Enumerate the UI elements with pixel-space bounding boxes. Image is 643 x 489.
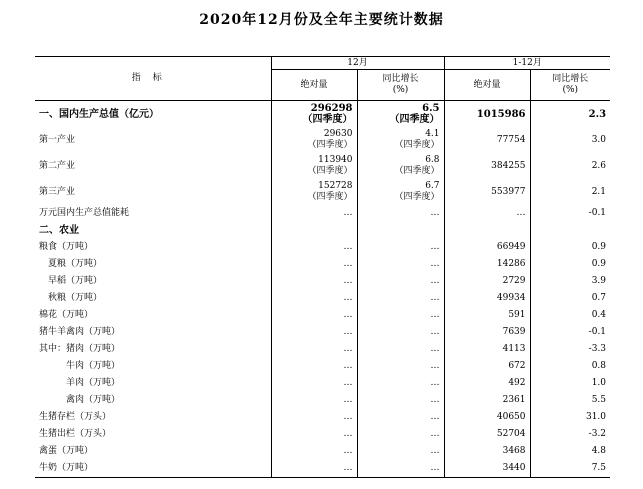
year-yoy-cell: 0.7: [530, 290, 610, 307]
month-yoy-cell: …: [357, 443, 444, 460]
month-abs-cell: …: [271, 290, 357, 307]
month-yoy-cell: …: [357, 324, 444, 341]
month-abs-cell: …: [271, 307, 357, 324]
row-label: 万元国内生产总值能耗: [39, 208, 130, 218]
month-yoy-cell: [357, 222, 444, 239]
month-abs-cell: [271, 222, 357, 239]
month-abs-cell: …: [271, 324, 357, 341]
table-row: [35, 443, 610, 460]
month-yoy-cell: …: [357, 426, 444, 443]
month-yoy-cell: …: [357, 239, 444, 256]
table-row: [35, 358, 610, 375]
year-yoy-cell: 0.8: [530, 358, 610, 375]
year-yoy-header: 同比增长 (%): [530, 70, 610, 101]
table-row: [35, 239, 610, 256]
month-yoy-cell: 6.5 （四季度）: [357, 101, 444, 128]
year-abs-cell: 40650: [444, 409, 530, 426]
table-row: [35, 256, 610, 273]
month-abs-cell: 29630 （四季度）: [271, 127, 357, 153]
year-yoy-cell: 2.6: [530, 153, 610, 179]
year-abs-cell: 2361: [444, 392, 530, 409]
row-label: 粮食（万吨）: [39, 242, 94, 252]
month-abs-cell: …: [271, 239, 357, 256]
year-abs-cell: 49934: [444, 290, 530, 307]
year-abs-cell: 3468: [444, 443, 530, 460]
month-abs-cell: …: [271, 256, 357, 273]
month-yoy-cell: …: [357, 341, 444, 358]
table-row: [35, 153, 610, 179]
table-row: [35, 273, 610, 290]
row-label: 二、农业: [39, 225, 79, 236]
year-yoy-cell: 0.4: [530, 307, 610, 324]
year-yoy-cell: 2.3: [530, 101, 610, 128]
row-label: 秋粮（万吨）: [39, 293, 103, 303]
table-row: [35, 375, 610, 392]
table-row: [35, 324, 610, 341]
year-abs-cell: 384255: [444, 153, 530, 179]
year-abs-header: 绝对量: [444, 70, 530, 101]
year-yoy-cell: 7.5: [530, 460, 610, 478]
table-row: [35, 409, 610, 426]
month-yoy-cell: …: [357, 307, 444, 324]
month-abs-cell: …: [271, 273, 357, 290]
month-yoy-cell: …: [357, 358, 444, 375]
indicator-header: 指标: [35, 57, 271, 101]
month-abs-cell: …: [271, 443, 357, 460]
table-row: [35, 426, 610, 443]
month-yoy-cell: …: [357, 460, 444, 478]
row-label: 禽肉（万吨）: [39, 395, 121, 405]
month-yoy-cell: 6.8 （四季度）: [357, 153, 444, 179]
row-label: 一、国内生产总值（亿元）: [39, 108, 159, 120]
month-yoy-cell: …: [357, 409, 444, 426]
table-row: [35, 392, 610, 409]
month-abs-cell: …: [271, 205, 357, 222]
year-yoy-cell: 5.5: [530, 392, 610, 409]
month-yoy-cell: 4.1 （四季度）: [357, 127, 444, 153]
year-yoy-cell: 3.0: [530, 127, 610, 153]
statistics-table: [35, 56, 610, 478]
year-abs-cell: 77754: [444, 127, 530, 153]
table-row: [35, 222, 610, 239]
year-abs-cell: 7639: [444, 324, 530, 341]
month-abs-cell: 296298 （四季度）: [271, 101, 357, 128]
year-abs-cell: …: [444, 205, 530, 222]
table-row: [35, 179, 610, 205]
month-abs-cell: …: [271, 460, 357, 478]
year-abs-cell: 2729: [444, 273, 530, 290]
month-abs-cell: …: [271, 358, 357, 375]
year-abs-cell: 672: [444, 358, 530, 375]
month-abs-cell: …: [271, 341, 357, 358]
table-row: [35, 101, 610, 128]
month-yoy-cell: …: [357, 256, 444, 273]
table-row: [35, 307, 610, 324]
row-label: 其中：猪肉（万吨）: [39, 344, 121, 354]
row-label: 夏粮（万吨）: [39, 259, 103, 269]
year-yoy-cell: 2.1: [530, 179, 610, 205]
row-label: 第一产业: [39, 134, 76, 145]
month-yoy-cell: …: [357, 290, 444, 307]
row-label: 牛奶（万吨）: [35, 460, 271, 478]
row-label: 第三产业: [39, 186, 76, 197]
table-row: [35, 341, 610, 358]
row-label: 棉花（万吨）: [39, 310, 94, 320]
month-abs-cell: 113940 （四季度）: [271, 153, 357, 179]
row-label: 生猪存栏（万头）: [39, 412, 112, 422]
year-yoy-cell: 0.9: [530, 256, 610, 273]
year-abs-cell: 591: [444, 307, 530, 324]
year-abs-cell: 66949: [444, 239, 530, 256]
row-label: 早稻（万吨）: [39, 276, 103, 286]
year-abs-cell: 52704: [444, 426, 530, 443]
table-row: [35, 127, 610, 153]
month-yoy-header: 同比增长 (%): [357, 70, 444, 101]
year-abs-cell: 553977: [444, 179, 530, 205]
year-yoy-cell: [530, 222, 610, 239]
table-row: [35, 460, 610, 478]
table-row: [35, 290, 610, 307]
month-abs-cell: …: [271, 409, 357, 426]
year-yoy-cell: -3.3: [530, 341, 610, 358]
row-label: 牛肉（万吨）: [39, 361, 121, 371]
page-title: 2020年12月份及全年主要统计数据: [199, 12, 444, 28]
year-yoy-cell: -0.1: [530, 205, 610, 222]
year-yoy-cell: 0.9: [530, 239, 610, 256]
month-yoy-cell: …: [357, 375, 444, 392]
month-yoy-cell: …: [357, 392, 444, 409]
row-label: 羊肉（万吨）: [39, 378, 121, 388]
row-label: 猪牛羊禽肉（万吨）: [39, 327, 121, 337]
month-abs-cell: …: [271, 392, 357, 409]
row-label: 禽蛋（万吨）: [39, 446, 94, 456]
year-yoy-cell: -0.1: [530, 324, 610, 341]
year-header: 1-12月: [444, 57, 610, 70]
row-label: 第二产业: [39, 160, 76, 171]
month-header: 12月: [271, 57, 444, 70]
month-abs-cell: 152728 （四季度）: [271, 179, 357, 205]
year-abs-cell: 3440: [444, 460, 530, 478]
year-abs-cell: 492: [444, 375, 530, 392]
year-yoy-cell: 31.0: [530, 409, 610, 426]
table-row: [35, 205, 610, 222]
year-yoy-cell: 1.0: [530, 375, 610, 392]
year-yoy-cell: 3.9: [530, 273, 610, 290]
month-yoy-cell: …: [357, 273, 444, 290]
month-yoy-cell: …: [357, 205, 444, 222]
month-yoy-cell: 6.7 （四季度）: [357, 179, 444, 205]
month-abs-cell: …: [271, 426, 357, 443]
month-abs-header: 绝对量: [271, 70, 357, 101]
year-abs-cell: 4113: [444, 341, 530, 358]
year-abs-cell: 1015986: [444, 101, 530, 128]
month-abs-cell: …: [271, 375, 357, 392]
row-label: 生猪出栏（万头）: [39, 429, 112, 439]
year-yoy-cell: -3.2: [530, 426, 610, 443]
year-abs-cell: 14286: [444, 256, 530, 273]
year-abs-cell: [444, 222, 530, 239]
year-yoy-cell: 4.8: [530, 443, 610, 460]
